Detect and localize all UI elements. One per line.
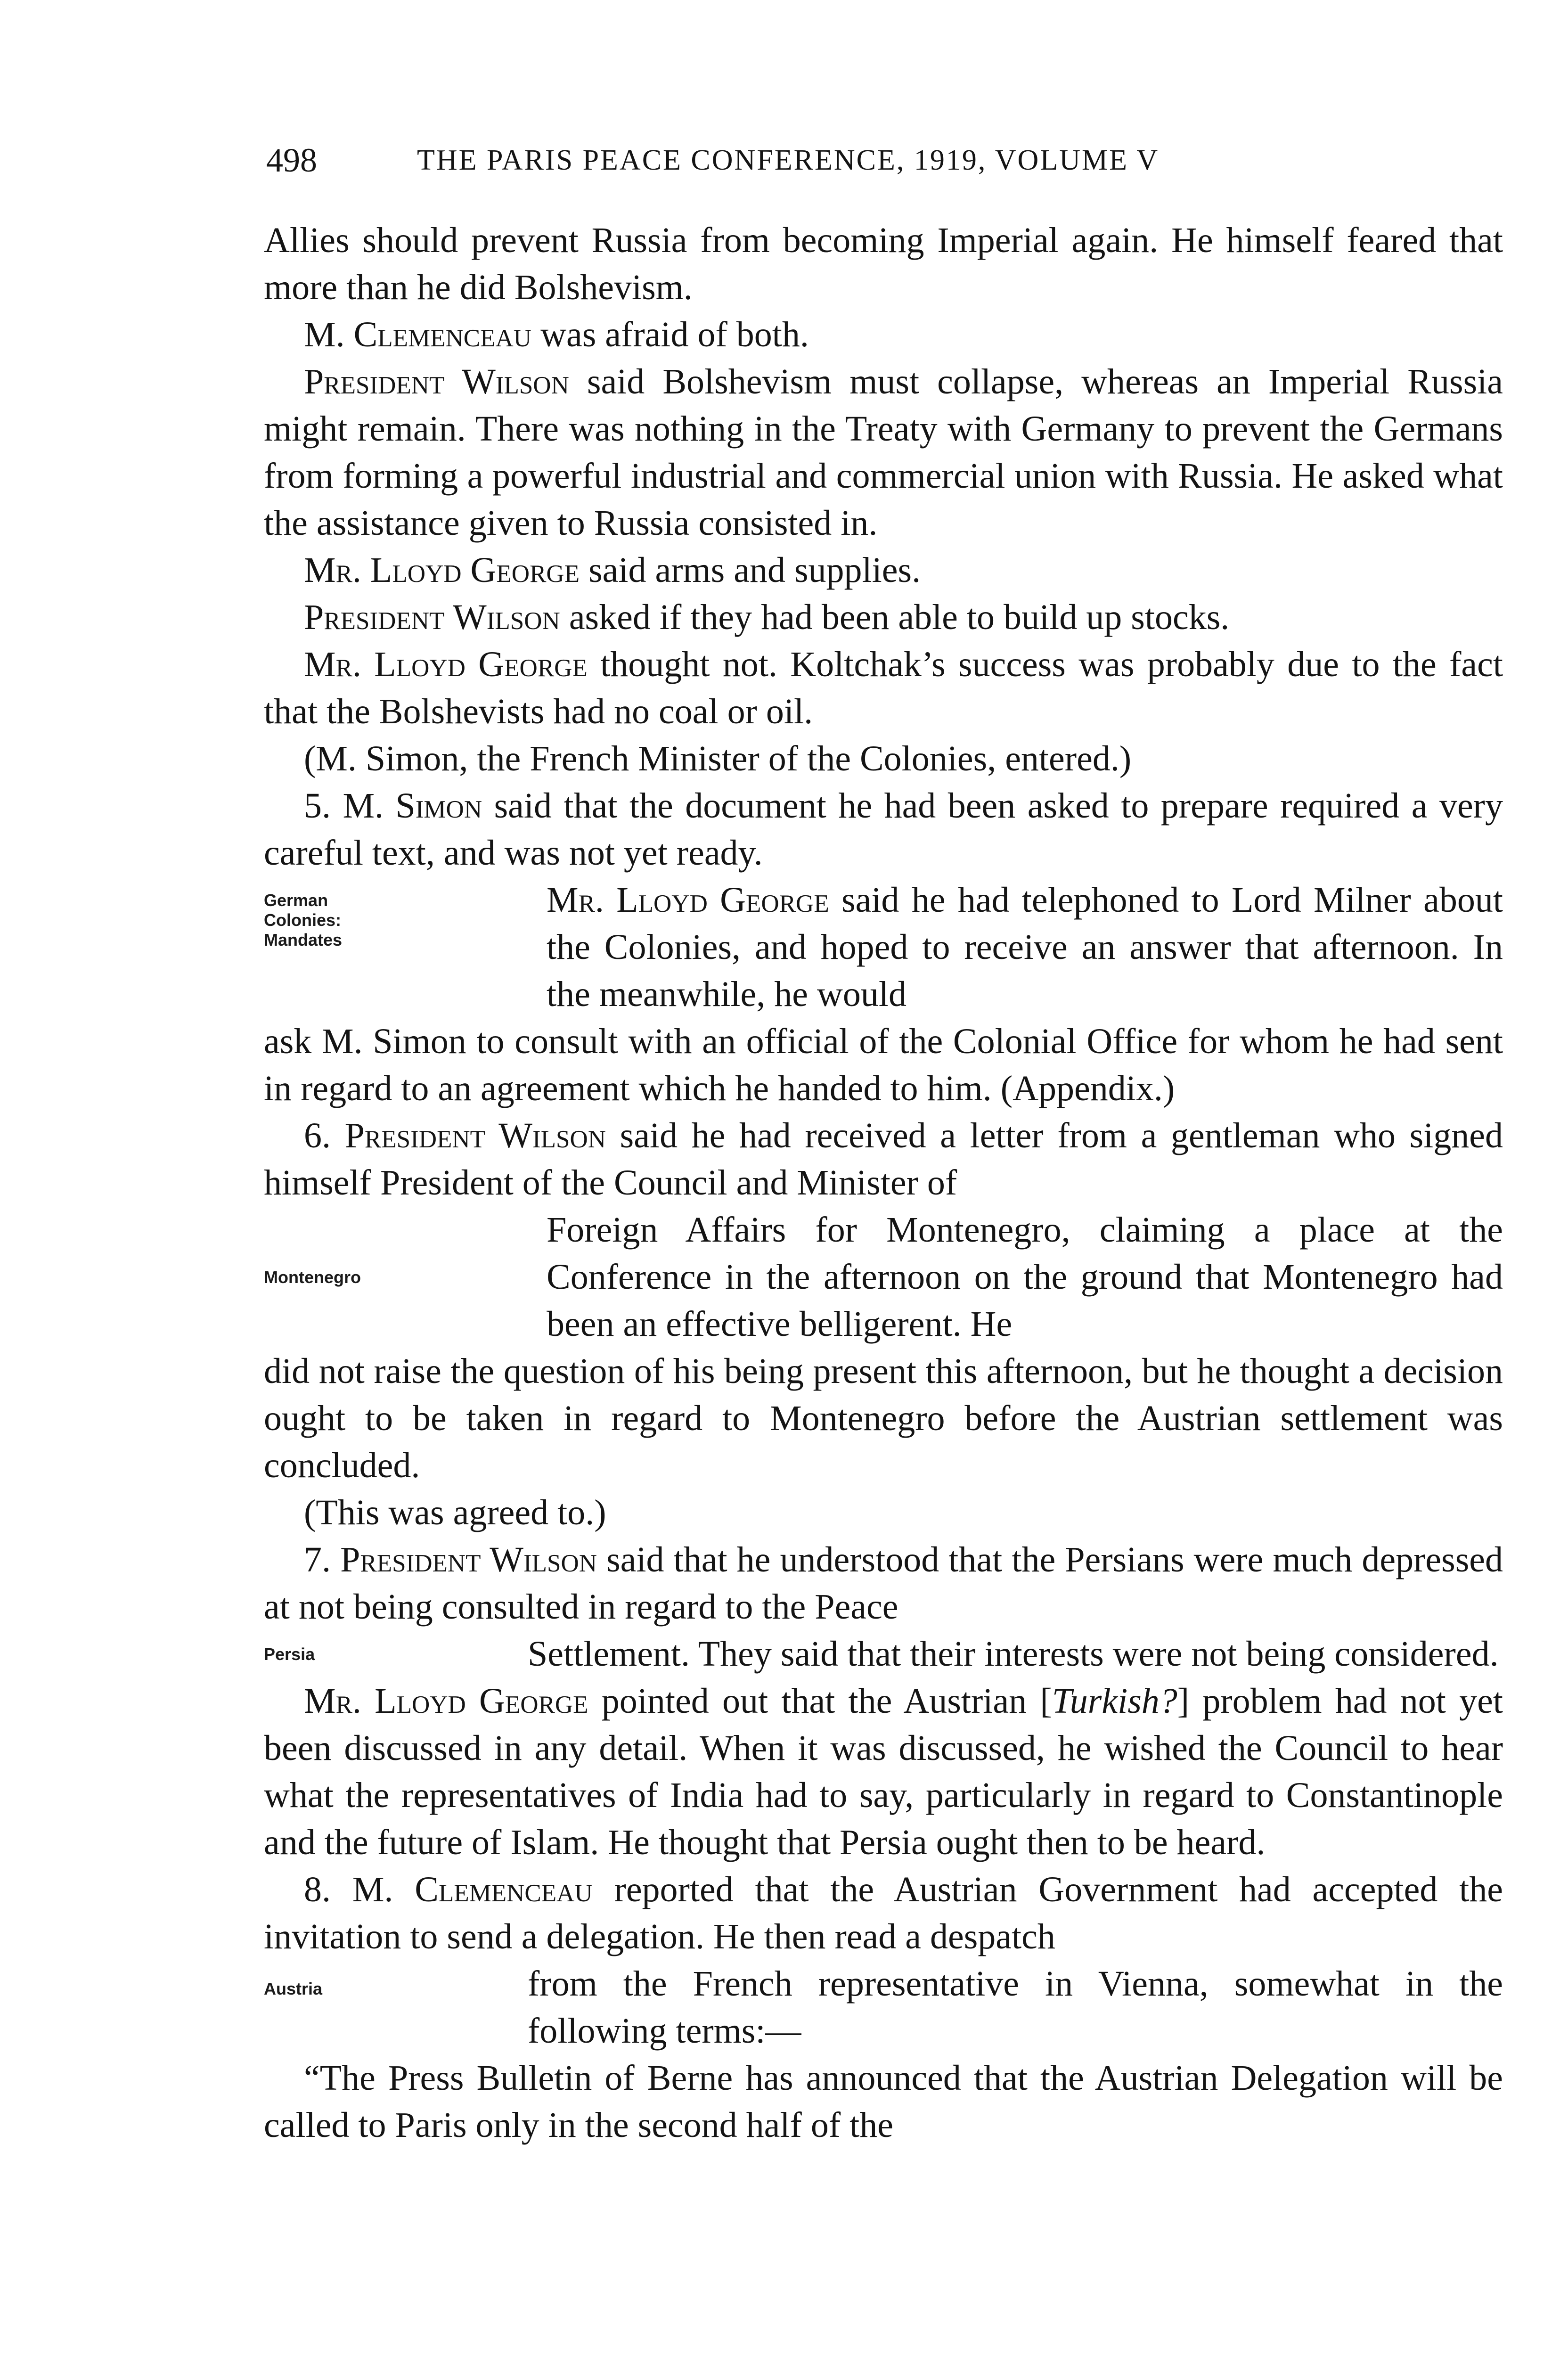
paragraph-continuation [264,1018,1503,1112]
item-number: 6. [304,1116,345,1155]
paragraph-text: was afraid of both. [531,315,809,354]
paragraph [264,547,1503,594]
item-number: 7. [304,1540,341,1579]
side-heading-line: German [264,891,328,910]
page-header [266,141,1501,179]
paragraph [264,1866,1503,1960]
paragraph-text: reported that the Austrian Government had accepted the invitation to send a delegation. He then read a despatch [264,1870,1503,1956]
speaker-name: President Wilson [304,362,569,401]
paragraph-text: said that he understood that the Persians were much depressed at not being consulted in regard to the Peace [264,1540,1503,1627]
paragraph-text: said arms and supplies. [580,550,921,590]
paragraph-text: thought not. Koltchak’s success was probably due to the fact that the Bolshevists had no coal or oil. [264,645,1503,731]
side-heading-block [264,1206,1503,1348]
item-number: 5. M. [304,786,396,826]
side-heading-montenegro [264,1206,547,1287]
page-number: 498 [266,141,317,179]
paragraph-text: pointed out that the Austrian [ [588,1681,1052,1721]
speaker-name: President Wilson [340,1540,597,1579]
side-heading-block [264,1630,1503,1677]
side-heading-line: Colonies: [264,910,342,930]
paragraph-text: asked if they had been able to build up stocks. [560,597,1230,637]
speaker-name: President Wilson [304,597,560,637]
side-heading-german-colonies [264,876,547,950]
paragraph [528,1630,1503,1677]
paragraph [264,1536,1503,1630]
stage-direction [264,735,1503,782]
paragraph-text: said that the document he had been asked to prepare required a very careful text, and was not yet ready. [264,786,1503,873]
paragraph [264,782,1503,876]
side-heading-line: Austria [264,1979,323,1998]
running-title: THE PARIS PEACE CONFERENCE, 1919, VOLUME V [417,144,1160,176]
side-heading-line: Montenegro [264,1268,361,1287]
paragraph [264,217,1503,311]
paragraph-text: (This was agreed to.) [304,1493,606,1532]
side-text-column [528,1960,1503,2054]
paragraph [547,1206,1503,1348]
speaker-name: President Wilson [344,1116,606,1155]
side-heading-block [264,1960,1503,2054]
speaker-name: Mr. Lloyd George [547,880,829,920]
paragraph [528,1960,1503,2054]
italic-text: Turkish? [1052,1681,1177,1721]
paragraph [264,1489,1503,1536]
side-text-column [547,1206,1503,1348]
paragraph [264,358,1503,547]
paragraph [264,641,1503,735]
side-heading-line: Persia [264,1644,315,1664]
quoted-dispatch [264,2054,1503,2149]
paragraph-text: “The Press Bulletin of Berne has announced that the Austrian Delegation will be called to Paris only in the second half of the [264,2058,1503,2145]
speaker-name: Mr. Lloyd George [304,645,588,684]
side-text-column [547,876,1503,1018]
speaker-name: M. Clemenceau [304,315,532,354]
body-text [264,217,1503,2149]
speaker-name: Simon [395,786,482,826]
side-text-column [528,1630,1503,1677]
paragraph [264,1112,1503,1206]
paragraph-text: Allies should prevent Russia from becoming Imperial again. He himself feared that more than he did Bolshevism. [264,221,1503,307]
side-heading-line: Mandates [264,930,343,949]
paragraph-text: from the French representative in Vienna, somewhat in the following terms:— [528,1964,1503,2051]
side-heading-block [264,876,1503,1018]
paragraph [547,876,1503,1018]
side-heading-austria [264,1960,528,1999]
paragraph-text: said he had telephoned to Lord Milner about the Colonies, and hoped to receive an answer that afternoon. In the meanwhile, he would [547,880,1503,1014]
speaker-name: Mr. Lloyd George [304,550,580,590]
paragraph-text: ] problem had not yet been discussed in any detail. When it was discussed, he wished the Council to hear what the representatives of India had to say, particularly in regard to Constantinople and the future of Islam. He thought that Persia ought then to be heard. [264,1681,1503,1862]
paragraph-text: ask M. Simon to consult with an official of the Colonial Office for whom he had sent in regard to an agreement which he handed to him. (Appendix.) [264,1022,1503,1108]
side-heading-persia [264,1630,528,1664]
paragraph-text: said Bolshevism must collapse, whereas an Imperial Russia might remain. There was nothing in the Treaty with Germany to prevent the Germans from forming a powerful industrial and commercial union with Russia. He asked what the assistance given to Russia consisted in. [264,362,1503,543]
speaker-name: Mr. Lloyd George [304,1681,588,1721]
paragraph-text: Foreign Affairs for Montenegro, claiming a place at the Conference in the afternoon on the ground that Montenegro had been an effective belligerent. He [547,1210,1503,1344]
paragraph-text: (M. Simon, the French Minister of the Colonies, entered.) [304,739,1132,778]
paragraph [264,311,1503,358]
paragraph-text: did not raise the question of his being present this afternoon, but he thought a decision ought to be taken in regard to Montenegro before the Austrian settlement was concluded. [264,1351,1503,1485]
item-number: 8. M. [304,1870,415,1909]
paragraph-text: Settlement. They said that their interests were not being considered. [528,1634,1499,1674]
paragraph-text: said he had received a letter from a gentleman who signed himself President of the Council and Minister of [264,1116,1503,1203]
speaker-name: Clemenceau [415,1870,593,1909]
paragraph [264,1677,1503,1866]
paragraph-continuation [264,1348,1503,1489]
paragraph [264,594,1503,641]
